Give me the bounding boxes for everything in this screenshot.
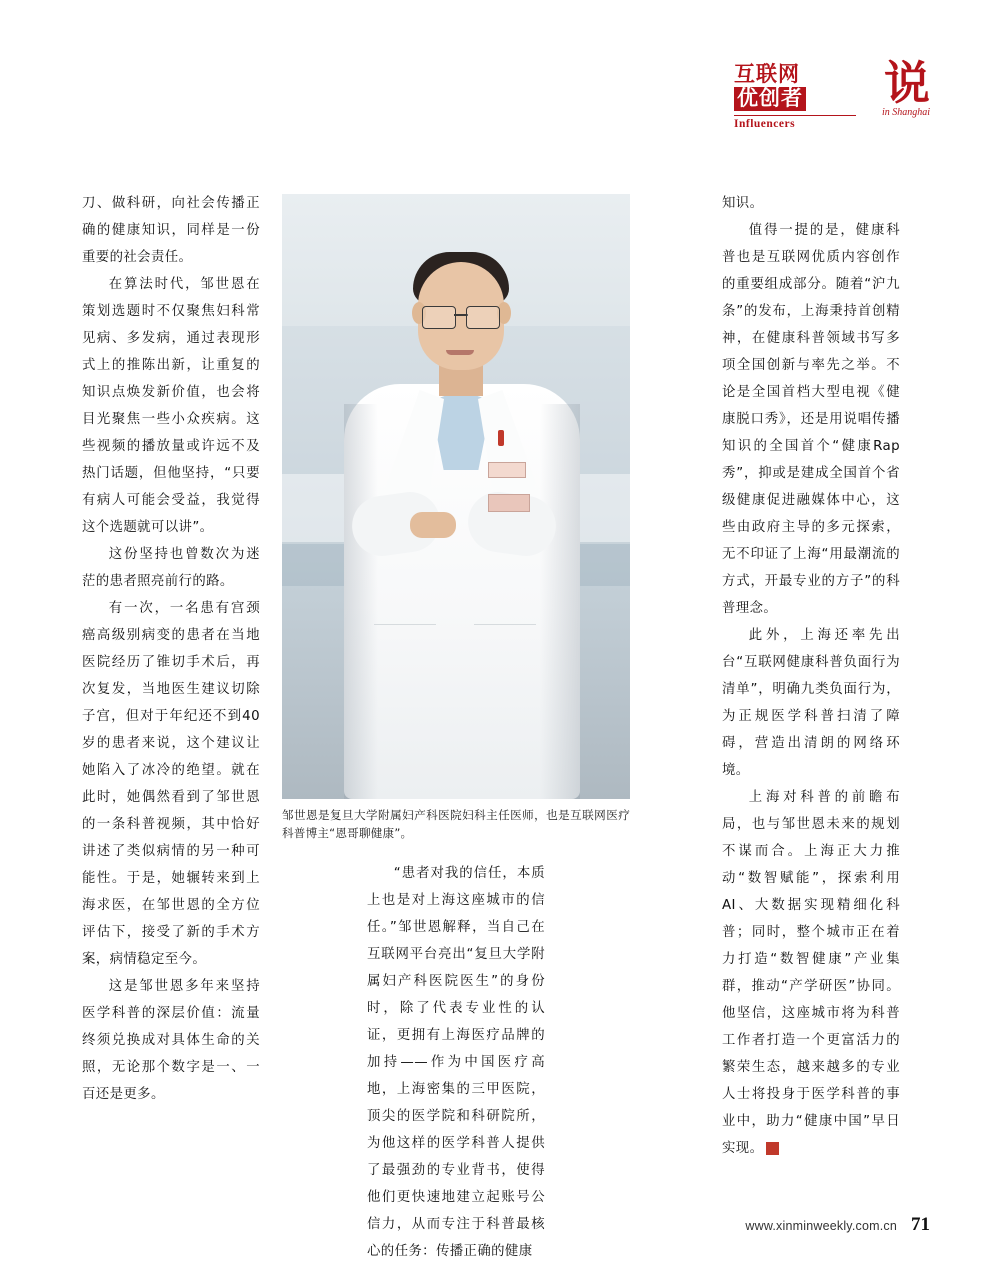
doctor-mouth xyxy=(446,350,474,355)
glasses-icon xyxy=(422,306,500,328)
masthead-line2: 优创者 xyxy=(734,87,806,111)
article-column-right xyxy=(722,190,900,1162)
masthead-chinese-block xyxy=(734,64,862,130)
glasses-lens-left xyxy=(422,306,456,329)
end-mark-icon: ■ xyxy=(766,1142,779,1155)
coat-name-tag-lower xyxy=(488,494,530,512)
page-footer xyxy=(745,1214,930,1236)
paragraph xyxy=(722,784,900,1162)
coat-pocket-right xyxy=(474,624,536,625)
masthead-seal xyxy=(881,56,930,118)
doctor-hands-folded xyxy=(410,512,456,538)
magazine-masthead-logo xyxy=(734,56,930,130)
coat-name-tag-upper xyxy=(488,462,526,478)
masthead-sub-english: in Shanghai xyxy=(881,106,930,118)
coat-shadow-right xyxy=(540,404,580,799)
paragraph: 这是邹世恩多年来坚持医学科普的深层价值：流量终须兑换成对具体生命的关照，无论那个数字是一、一百还是更多。 xyxy=(82,979,260,1102)
coat-shadow-left xyxy=(344,404,378,799)
article-column-middle xyxy=(367,860,545,1265)
masthead-line1: 互联网 xyxy=(734,62,800,86)
paragraph: 值得一提的是，健康科普也是互联网优质内容创作的重要组成部分。随着“沪九条”的发布，上海秉持首创精神，在健康科普领域书写多项全国创新与率先之举。不论是全国首档大型电视《健康脱口秀》，还是用说唱传播知识的全国首个“健康Rap 秀”，抑或是建成全国首个省级健康促进融媒体中心，这些由政府主导的多元探索，无不印证了上海“用最潮流的方式，开最专业的方子”的科普理念。 xyxy=(722,223,900,616)
coat-pocket-left xyxy=(374,624,436,625)
masthead-english: Influencers xyxy=(734,115,856,130)
paragraph: 知识。 xyxy=(722,196,764,211)
paragraph: 刀、做科研，向社会传播正确的健康知识，同样是一份重要的社会责任。 xyxy=(82,196,260,265)
glasses-lens-right xyxy=(466,306,500,329)
article-photo xyxy=(282,194,630,799)
paragraph: “患者对我的信任，本质上也是对上海这座城市的信任。”邹世恩解释，当自己在互联网平台亮出“复旦大学附属妇产科医院医生”的身份时，除了代表专业性的认证，更拥有上海医疗品牌的加持——作为中国医疗高地，上海密集的三甲医院，顶尖的医学院和科研院所，为他这样的医学科普人提供了最强劲的专业背书，使得他们更快速地建立起账号公信力，从而专注于科普最核心的任务：传播正确的健康 xyxy=(367,866,545,1259)
page-number: 71 xyxy=(911,1214,930,1235)
website-url: www.xinminweekly.com.cn xyxy=(745,1219,897,1233)
masthead-big-char: 说 xyxy=(884,56,930,110)
photo-canvas xyxy=(282,194,630,799)
paragraph: 有一次，一名患有宫颈癌高级别病变的患者在当地医院经历了锥切手术后，再次复发，当地医生建议切除子宫，但对于年纪还不到40岁的患者来说，这个建议让她陷入了冰冷的绝望。就在此时，她偶然看到了邹世恩的一条科普视频，其中恰好讲述了类似病情的另一种可能性。于是，她辗转来到上海求医，在邹世恩的全方位评估下，接受了新的手术方案，病情稳定至今。 xyxy=(82,601,260,967)
paragraph: 在算法时代，邹世恩在策划选题时不仅聚焦妇科常见病、多发病，通过表现形式上的推陈出新，让重复的知识点焕发新价值，也会将目光聚焦一些小众疾病。这些视频的播放量或许远不及热门话题，但他坚持，“只要有病人可能会受益，我觉得这个选题就可以讲”。 xyxy=(82,277,260,535)
paragraph: 此外，上海还率先出台“互联网健康科普负面行为清单”，明确九类负面行为，为正规医学科普扫清了障碍，营造出清朗的网络环境。 xyxy=(722,628,900,778)
paragraph-text: 上海对科普的前瞻布局，也与邹世恩未来的规划不谋而合。上海正大力推动“数智赋能”，探索利用AI、大数据实现精细化科普；同时，整个城市正在着力打造“数智健康”产业集群，推动“产学研医”协同。他坚信，这座城市将为科普工作者打造一个更富活力的繁荣生态，越来越多的专业人士将投身于医学科普的事业中，助力“健康中国”早日实现。 xyxy=(722,790,900,1156)
coat-pin-badge xyxy=(498,430,504,446)
paragraph: 这份坚持也曾数次为迷茫的患者照亮前行的路。 xyxy=(82,547,260,589)
photo-caption: 邹世恩是复旦大学附属妇产科医院妇科主任医师，也是互联网医疗科普博主“恩哥聊健康”。 xyxy=(282,808,630,840)
article-column-left xyxy=(82,190,260,1108)
